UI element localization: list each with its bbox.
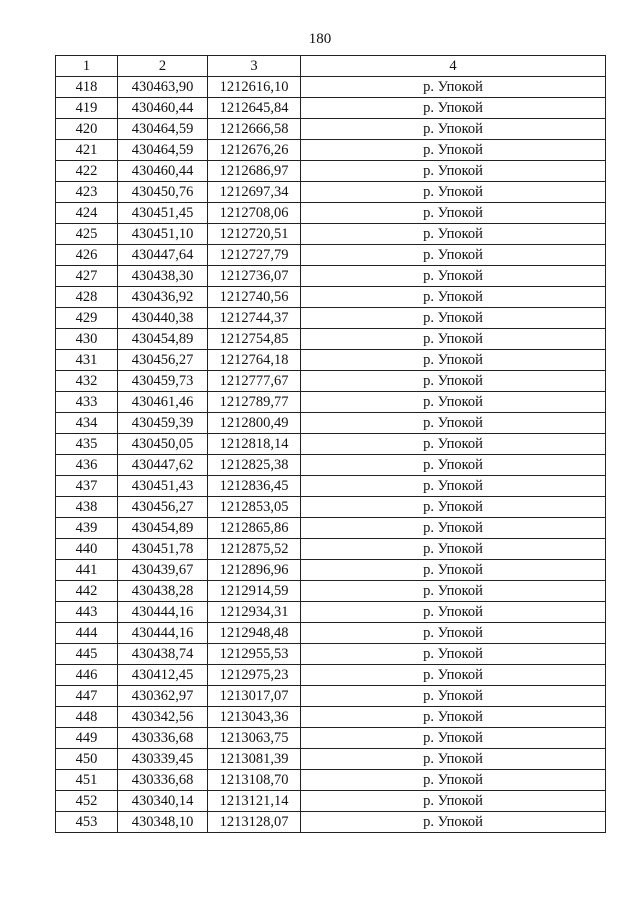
cell-description: р. Упокой [301, 98, 606, 119]
table-row [56, 476, 606, 497]
cell-description: р. Упокой [301, 707, 606, 728]
cell-x-coordinate: 430459,73 [118, 371, 208, 392]
cell-y-coordinate: 1212616,10 [208, 77, 301, 98]
cell-description: р. Упокой [301, 749, 606, 770]
cell-point-number: 442 [56, 581, 118, 602]
cell-point-number: 433 [56, 392, 118, 413]
cell-description: р. Упокой [301, 392, 606, 413]
table-row [56, 182, 606, 203]
cell-y-coordinate: 1212955,53 [208, 644, 301, 665]
table-row [56, 287, 606, 308]
cell-y-coordinate: 1213063,75 [208, 728, 301, 749]
cell-y-coordinate: 1212934,31 [208, 602, 301, 623]
cell-y-coordinate: 1212736,07 [208, 266, 301, 287]
cell-y-coordinate: 1212754,85 [208, 329, 301, 350]
cell-x-coordinate: 430348,10 [118, 812, 208, 833]
cell-point-number: 452 [56, 791, 118, 812]
cell-description: р. Упокой [301, 434, 606, 455]
cell-point-number: 443 [56, 602, 118, 623]
cell-point-number: 427 [56, 266, 118, 287]
cell-x-coordinate: 430454,89 [118, 518, 208, 539]
cell-x-coordinate: 430456,27 [118, 497, 208, 518]
cell-y-coordinate: 1212720,51 [208, 224, 301, 245]
cell-description: р. Упокой [301, 791, 606, 812]
cell-x-coordinate: 430438,30 [118, 266, 208, 287]
cell-description: р. Упокой [301, 308, 606, 329]
cell-point-number: 445 [56, 644, 118, 665]
cell-y-coordinate: 1212853,05 [208, 497, 301, 518]
table-row [56, 140, 606, 161]
cell-point-number: 450 [56, 749, 118, 770]
cell-point-number: 418 [56, 77, 118, 98]
table-row [56, 392, 606, 413]
cell-point-number: 425 [56, 224, 118, 245]
cell-y-coordinate: 1212697,34 [208, 182, 301, 203]
cell-x-coordinate: 430447,64 [118, 245, 208, 266]
cell-point-number: 428 [56, 287, 118, 308]
table-row [56, 770, 606, 791]
cell-x-coordinate: 430464,59 [118, 140, 208, 161]
table-row [56, 350, 606, 371]
cell-x-coordinate: 430444,16 [118, 602, 208, 623]
cell-point-number: 422 [56, 161, 118, 182]
cell-point-number: 444 [56, 623, 118, 644]
table-row [56, 539, 606, 560]
header-cell-x-coordinate: 2 [118, 56, 208, 77]
cell-point-number: 430 [56, 329, 118, 350]
table-row [56, 497, 606, 518]
table-row [56, 329, 606, 350]
cell-x-coordinate: 430464,59 [118, 119, 208, 140]
cell-point-number: 439 [56, 518, 118, 539]
cell-y-coordinate: 1213121,14 [208, 791, 301, 812]
cell-x-coordinate: 430340,14 [118, 791, 208, 812]
table-row [56, 728, 606, 749]
cell-point-number: 435 [56, 434, 118, 455]
cell-y-coordinate: 1212740,56 [208, 287, 301, 308]
cell-y-coordinate: 1212676,26 [208, 140, 301, 161]
table-row [56, 308, 606, 329]
cell-point-number: 429 [56, 308, 118, 329]
cell-description: р. Упокой [301, 644, 606, 665]
cell-x-coordinate: 430342,56 [118, 707, 208, 728]
cell-description: р. Упокой [301, 245, 606, 266]
cell-y-coordinate: 1212789,77 [208, 392, 301, 413]
table-row [56, 560, 606, 581]
cell-y-coordinate: 1213108,70 [208, 770, 301, 791]
cell-x-coordinate: 430461,46 [118, 392, 208, 413]
table-row [56, 161, 606, 182]
cell-x-coordinate: 430450,05 [118, 434, 208, 455]
cell-point-number: 420 [56, 119, 118, 140]
cell-x-coordinate: 430456,27 [118, 350, 208, 371]
cell-description: р. Упокой [301, 581, 606, 602]
cell-description: р. Упокой [301, 812, 606, 833]
cell-point-number: 434 [56, 413, 118, 434]
table-row [56, 665, 606, 686]
cell-description: р. Упокой [301, 350, 606, 371]
table-row [56, 245, 606, 266]
cell-y-coordinate: 1212645,84 [208, 98, 301, 119]
cell-point-number: 449 [56, 728, 118, 749]
cell-description: р. Упокой [301, 497, 606, 518]
cell-description: р. Упокой [301, 770, 606, 791]
cell-description: р. Упокой [301, 518, 606, 539]
table-row [56, 644, 606, 665]
cell-x-coordinate: 430336,68 [118, 770, 208, 791]
cell-point-number: 436 [56, 455, 118, 476]
cell-description: р. Упокой [301, 371, 606, 392]
cell-y-coordinate: 1212764,18 [208, 350, 301, 371]
cell-y-coordinate: 1212914,59 [208, 581, 301, 602]
cell-description: р. Упокой [301, 329, 606, 350]
cell-description: р. Упокой [301, 140, 606, 161]
cell-description: р. Упокой [301, 77, 606, 98]
cell-point-number: 441 [56, 560, 118, 581]
cell-point-number: 451 [56, 770, 118, 791]
cell-x-coordinate: 430451,10 [118, 224, 208, 245]
table-header [56, 56, 606, 77]
cell-x-coordinate: 430454,89 [118, 329, 208, 350]
table-body [56, 77, 606, 833]
cell-x-coordinate: 430412,45 [118, 665, 208, 686]
table-row [56, 686, 606, 707]
cell-x-coordinate: 430438,74 [118, 644, 208, 665]
cell-x-coordinate: 430451,43 [118, 476, 208, 497]
cell-y-coordinate: 1212875,52 [208, 539, 301, 560]
cell-description: р. Упокой [301, 728, 606, 749]
header-cell-description: 4 [301, 56, 606, 77]
cell-point-number: 453 [56, 812, 118, 833]
cell-description: р. Упокой [301, 266, 606, 287]
cell-x-coordinate: 430444,16 [118, 623, 208, 644]
coordinates-table [55, 55, 606, 833]
cell-x-coordinate: 430439,67 [118, 560, 208, 581]
cell-y-coordinate: 1212865,86 [208, 518, 301, 539]
cell-point-number: 421 [56, 140, 118, 161]
cell-point-number: 431 [56, 350, 118, 371]
cell-point-number: 432 [56, 371, 118, 392]
cell-description: р. Упокой [301, 182, 606, 203]
cell-x-coordinate: 430460,44 [118, 98, 208, 119]
cell-x-coordinate: 430450,76 [118, 182, 208, 203]
cell-x-coordinate: 430440,38 [118, 308, 208, 329]
cell-x-coordinate: 430460,44 [118, 161, 208, 182]
cell-point-number: 438 [56, 497, 118, 518]
table-row [56, 371, 606, 392]
cell-point-number: 426 [56, 245, 118, 266]
cell-x-coordinate: 430451,78 [118, 539, 208, 560]
header-row [56, 56, 606, 77]
cell-y-coordinate: 1213043,36 [208, 707, 301, 728]
cell-description: р. Упокой [301, 560, 606, 581]
header-cell-point-number: 1 [56, 56, 118, 77]
cell-y-coordinate: 1212708,06 [208, 203, 301, 224]
cell-x-coordinate: 430463,90 [118, 77, 208, 98]
cell-y-coordinate: 1212896,96 [208, 560, 301, 581]
cell-y-coordinate: 1212975,23 [208, 665, 301, 686]
table-row [56, 602, 606, 623]
cell-x-coordinate: 430438,28 [118, 581, 208, 602]
table-row [56, 413, 606, 434]
table-row [56, 434, 606, 455]
cell-description: р. Упокой [301, 686, 606, 707]
table-row [56, 581, 606, 602]
cell-description: р. Упокой [301, 119, 606, 140]
cell-y-coordinate: 1213017,07 [208, 686, 301, 707]
cell-description: р. Упокой [301, 413, 606, 434]
cell-description: р. Упокой [301, 203, 606, 224]
cell-description: р. Упокой [301, 224, 606, 245]
table-row [56, 518, 606, 539]
cell-description: р. Упокой [301, 665, 606, 686]
cell-point-number: 447 [56, 686, 118, 707]
table-row [56, 791, 606, 812]
cell-description: р. Упокой [301, 455, 606, 476]
table-row [56, 119, 606, 140]
cell-description: р. Упокой [301, 287, 606, 308]
cell-x-coordinate: 430451,45 [118, 203, 208, 224]
table-row [56, 623, 606, 644]
cell-y-coordinate: 1212948,48 [208, 623, 301, 644]
table-row [56, 455, 606, 476]
cell-x-coordinate: 430339,45 [118, 749, 208, 770]
cell-description: р. Упокой [301, 161, 606, 182]
table-row [56, 749, 606, 770]
cell-y-coordinate: 1212727,79 [208, 245, 301, 266]
table-row [56, 224, 606, 245]
table-row [56, 266, 606, 287]
table-row [56, 812, 606, 833]
cell-point-number: 446 [56, 665, 118, 686]
cell-y-coordinate: 1213081,39 [208, 749, 301, 770]
cell-y-coordinate: 1212825,38 [208, 455, 301, 476]
cell-point-number: 440 [56, 539, 118, 560]
cell-description: р. Упокой [301, 623, 606, 644]
cell-x-coordinate: 430447,62 [118, 455, 208, 476]
header-cell-y-coordinate: 3 [208, 56, 301, 77]
cell-y-coordinate: 1212777,67 [208, 371, 301, 392]
cell-point-number: 423 [56, 182, 118, 203]
cell-x-coordinate: 430336,68 [118, 728, 208, 749]
cell-point-number: 448 [56, 707, 118, 728]
cell-x-coordinate: 430362,97 [118, 686, 208, 707]
cell-point-number: 424 [56, 203, 118, 224]
cell-y-coordinate: 1212744,37 [208, 308, 301, 329]
table-row [56, 77, 606, 98]
cell-description: р. Упокой [301, 539, 606, 560]
cell-x-coordinate: 430459,39 [118, 413, 208, 434]
cell-description: р. Упокой [301, 476, 606, 497]
cell-y-coordinate: 1212800,49 [208, 413, 301, 434]
cell-y-coordinate: 1213128,07 [208, 812, 301, 833]
cell-description: р. Упокой [301, 602, 606, 623]
cell-y-coordinate: 1212836,45 [208, 476, 301, 497]
table-row [56, 98, 606, 119]
table-row [56, 707, 606, 728]
page-number: 180 [308, 31, 332, 47]
cell-y-coordinate: 1212686,97 [208, 161, 301, 182]
cell-point-number: 419 [56, 98, 118, 119]
cell-point-number: 437 [56, 476, 118, 497]
cell-y-coordinate: 1212666,58 [208, 119, 301, 140]
table-row [56, 203, 606, 224]
cell-y-coordinate: 1212818,14 [208, 434, 301, 455]
cell-x-coordinate: 430436,92 [118, 287, 208, 308]
